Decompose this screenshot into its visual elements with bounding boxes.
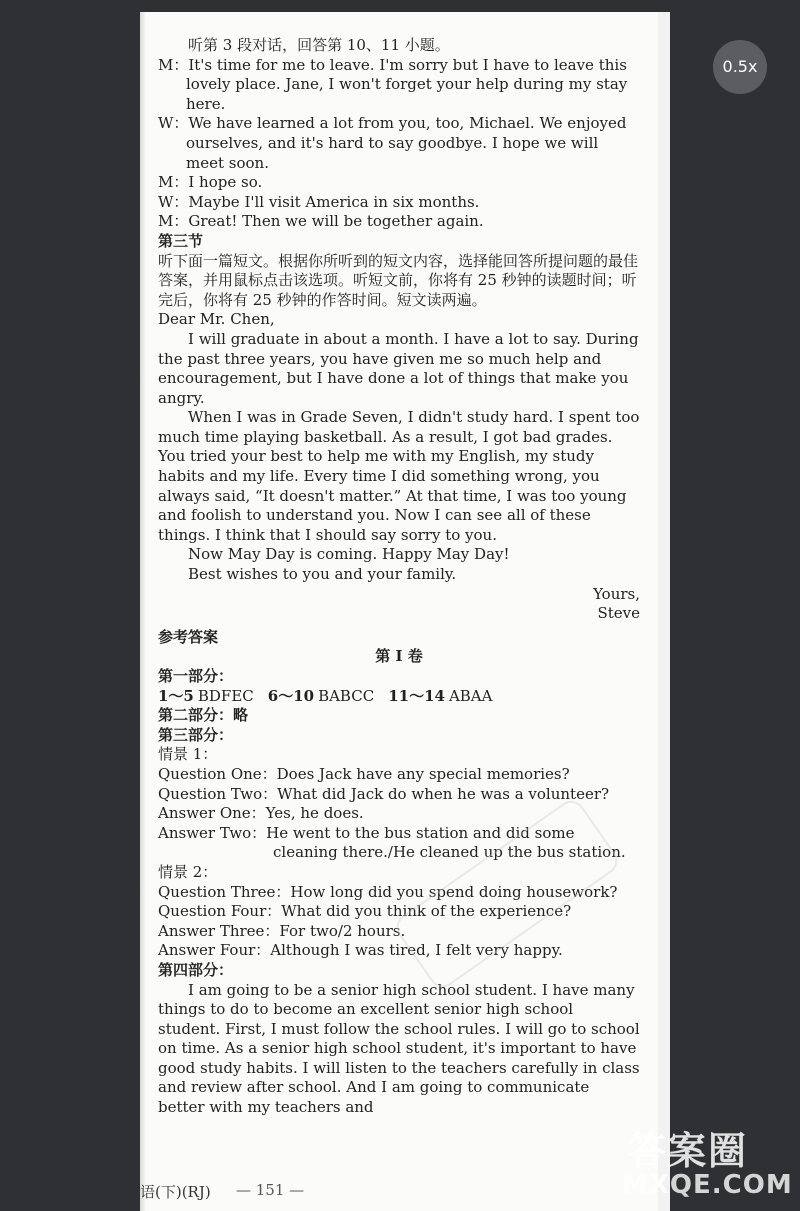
page-content <box>158 36 640 1118</box>
lines2-line: 情景 2： <box>158 862 218 881</box>
lines-line: Yours, <box>593 584 640 603</box>
lines-line: When I was in Grade Seven, I didn't study hard. I spent too much time playing basketball. As a result, I got bad grades. You tried your best to help me with my English, my study habits and my life. Every time I did something wrong, you always said, “It doesn't matter.” At that time, I was too young and foolish to understand you. Now I can see all of these things. I think that I should say sorry to you. <box>158 408 640 544</box>
lines-line: W：Maybe I'll visit America in six months. <box>158 192 480 211</box>
lines2-line: Question Four：What did you think of the experience? <box>158 902 572 921</box>
lines-line: M：Great! Then we will be together again. <box>158 212 484 231</box>
lines2-line: Question Three：How long did you spend doing housework? <box>158 882 618 901</box>
part2-line: 第二部分：略 <box>158 706 249 725</box>
document-page <box>140 12 658 1211</box>
part3-heading: 第三部分： <box>158 725 234 744</box>
footer-book-label: 语(下)(RJ) <box>140 1183 211 1201</box>
lines2-line: 情景 1： <box>158 745 218 764</box>
lines-line: I will graduate in about a month. I have a lot to say. During the past three years, you have given me so much help and encouragement, but I have done a lot of things that make you angry. <box>158 329 639 407</box>
answer-range: 1～5 <box>158 686 194 705</box>
answer-letters: BDFEC <box>197 686 254 705</box>
lines-line: Best wishes to you and your family. <box>188 565 457 584</box>
answer-range: 6～10 <box>267 686 315 705</box>
page-spine-shadow <box>140 12 146 1211</box>
watermark-url: MXQE.COM <box>622 1170 793 1200</box>
part1-answers <box>158 687 640 707</box>
answer-letters: BABCC <box>318 686 375 705</box>
lines2-line: Question One：Does Jack have any special memories? <box>158 764 570 783</box>
lines2-line: Answer Two：He went to the bus station and did some <box>158 823 575 842</box>
lines-line: M：I hope so. <box>158 173 263 192</box>
lines2-line: I am going to be a senior high school student. I have many things to do to become an excellent senior high school student. First, I must follow the school rules. I will go to school on time. As a senior high school student, it's important to have good study habits. I will listen to the teachers carefully in class and review after school. And I am going to communicate better with my teachers and <box>158 980 640 1117</box>
lines2-line: Question Two：What did Jack do when he was a volunteer? <box>158 784 610 803</box>
answer-heading: 参考答案 <box>158 627 219 646</box>
lines2-line: Answer Four：Although I was tired, I felt very happy. <box>158 941 563 960</box>
lines2-line: Answer One：Yes, he does. <box>158 804 364 823</box>
site-watermark <box>622 1118 800 1211</box>
adjacent-page-edge <box>658 12 670 1211</box>
answer-letters: ABAA <box>448 686 493 705</box>
lines-line: 听第 3 段对话，回答第 10、11 小题。 <box>188 36 450 54</box>
lines2-line: 第四部分： <box>158 960 234 979</box>
answer-range: 11～14 <box>388 686 445 705</box>
lines-line: 第三节 <box>158 231 204 250</box>
part1-heading: 第一部分： <box>158 667 234 685</box>
transcript-section <box>158 36 640 624</box>
lines-line: 听下面一篇短文。根据你所听到的短文内容，选择能回答所提问题的最佳答案，并用鼠标点击该选项。听短文前，你将有 25 秒钟的读题时间；听完后，你将有 25 秒钟的作答时间。短文读两遍。 <box>158 251 639 309</box>
watermark-logo-text: 答案圈 <box>628 1129 749 1173</box>
footer-page-number: — 151 — <box>236 1181 305 1199</box>
zoom-level-badge[interactable]: 0.5x <box>713 40 767 94</box>
volume-title: 第 I 卷 <box>375 647 423 666</box>
lines2-line: Answer Three：For two/2 hours. <box>158 921 406 940</box>
lines-line: Steve <box>597 604 640 623</box>
lines-line: Now May Day is coming. Happy May Day! <box>188 545 510 564</box>
lines-line: Dear Mr. Chen, <box>158 310 275 329</box>
lines-line: W：We have learned a lot from you, too, Michael. We enjoyed ourselves, and it's hard to say goodbye. I hope we will meet soon. <box>158 114 627 172</box>
lines2-line: cleaning there./He cleaned up the bus station. <box>273 843 626 862</box>
lines-line: M：It's time for me to leave. I'm sorry but I have to leave this lovely place. Jane, I won't forget your help during my stay here. <box>158 55 628 113</box>
